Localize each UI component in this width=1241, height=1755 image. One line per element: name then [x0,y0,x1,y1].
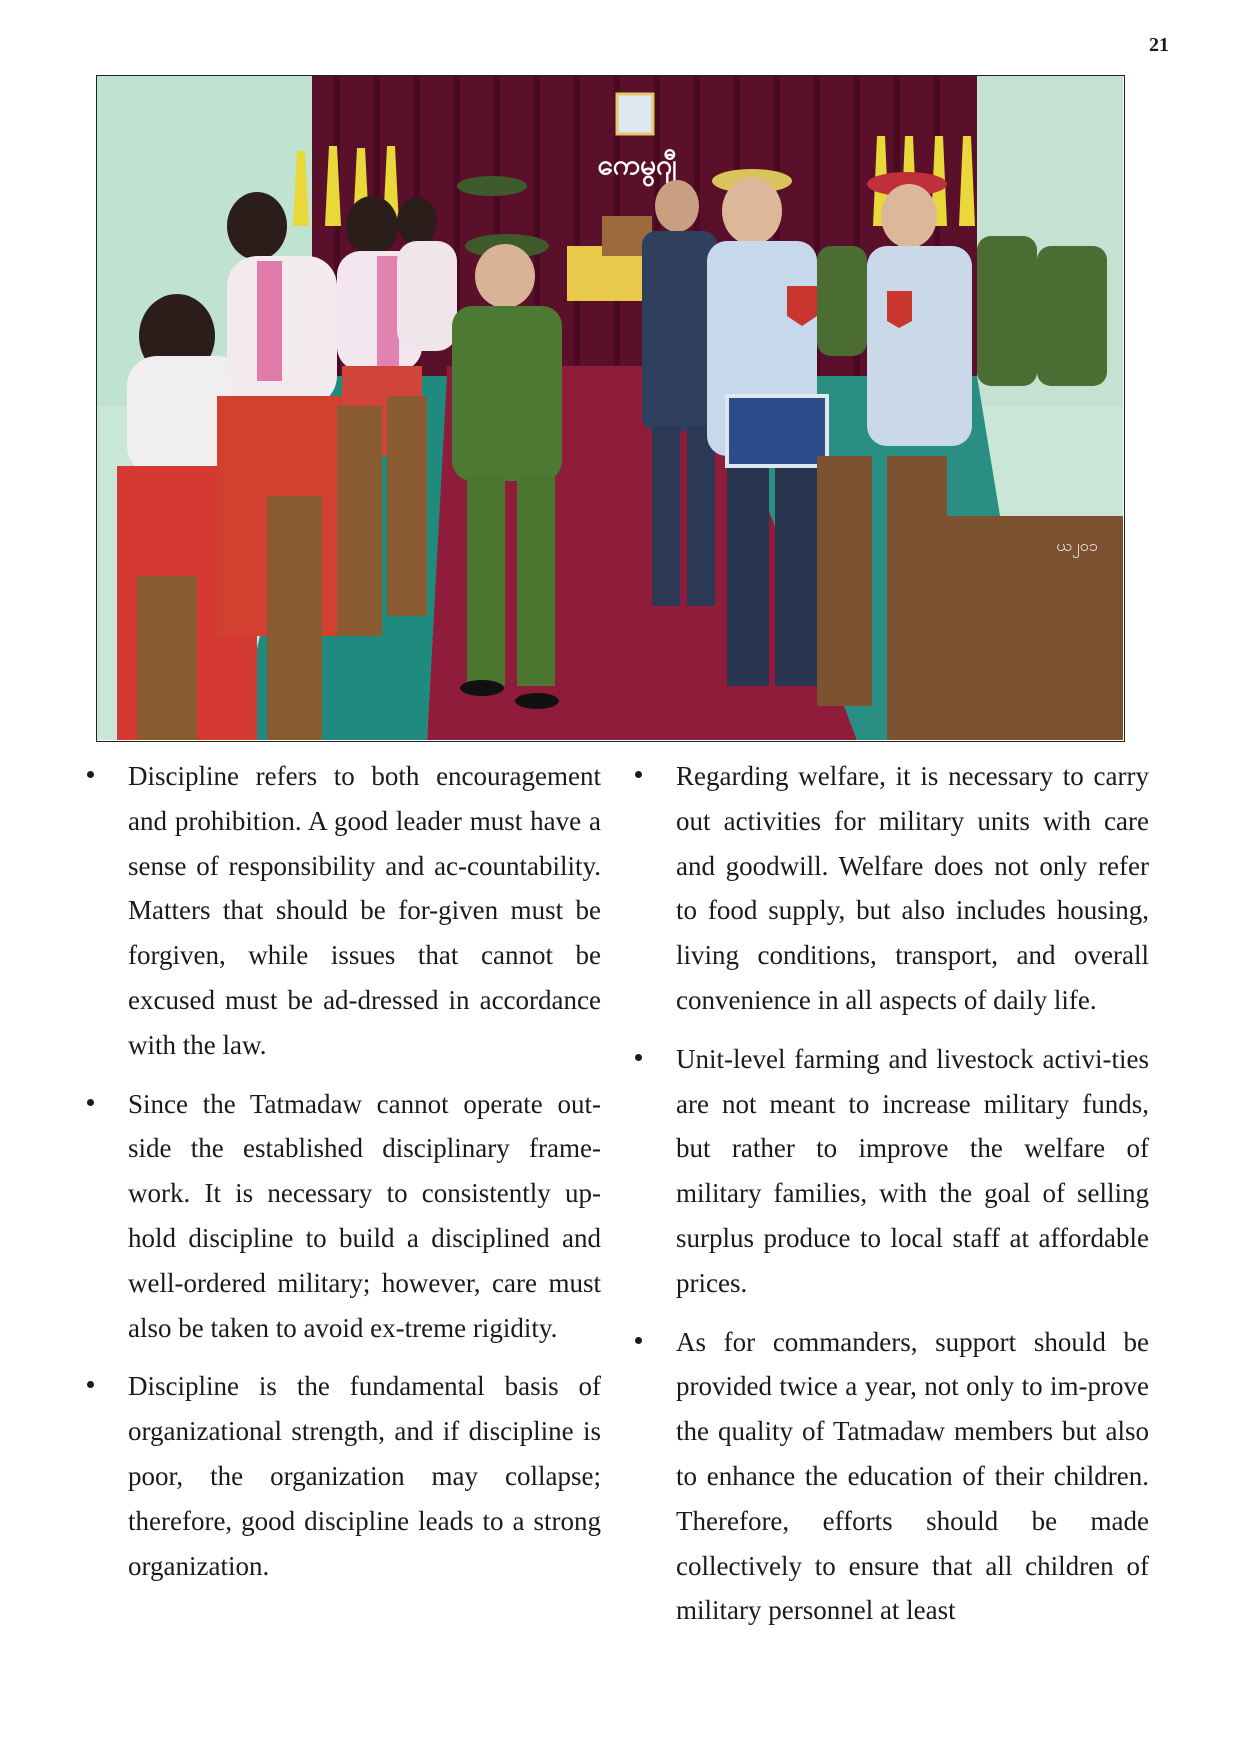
bullet-item [635,1320,1149,1634]
bullet-text: As for commanders, support should be provided twice a year, not only to im-prove the quality of Tatmadaw members but also to enhance the education of their children. Therefore, efforts should be made collectively to ensure that all children of military personnel at least [676,1326,1149,1626]
bullet-icon [87,1099,94,1106]
bullet-text: Unit-level farming and livestock activi-ties are not meant to increase military funds, but rather to improve the welfare of military families, with the goal of selling surplus produce to local staff at affordable prices. [676,1043,1149,1298]
bullet-text: Discipline refers to both encouragement and prohibition. A good leader must have a sense of responsibility and ac-countability. Matters that should be for-given must be forgiven, while issues that cannot be excused must be ad-dressed in accordance with the law. [128,761,601,1060]
bullet-icon [635,1337,642,1344]
bullet-icon [635,771,642,778]
right-column [635,754,1149,1647]
event-photo [96,75,1125,742]
bullet-text: Since the Tatmadaw cannot operate out-side the established disciplinary frame-work. It is necessary to consistently up-hold discipline to build a disciplined and well-ordered military; however, care must also be taken to avoid ex-treme rigidity. [128,1088,601,1343]
bullet-item [87,1082,601,1351]
bullet-text: Regarding welfare, it is necessary to carry out activities for military units with care and goodwill. Welfare does not only refer to food supply, but also includes housing, living conditions, transport, and overall convenience in all aspects of daily life. [676,761,1149,1015]
bullet-icon [635,1054,642,1061]
banner-text: ကေမွဂျီ [597,148,677,181]
bullet-item [87,1364,601,1588]
bullet-item [635,754,1149,1023]
bullet-icon [87,1381,94,1388]
bullet-item [87,754,601,1068]
bullet-text: Discipline is the fundamental basis of organizational strength, and if discipline is poor, the organization may collapse; therefore, good discipline leads to a strong organization. [128,1371,601,1581]
page-number: 21 [1149,34,1169,56]
bullet-icon [87,771,94,778]
chair-tag-text: ယ၂၀၁ [1056,536,1098,555]
bullet-item [635,1037,1149,1306]
left-column [87,754,601,1602]
